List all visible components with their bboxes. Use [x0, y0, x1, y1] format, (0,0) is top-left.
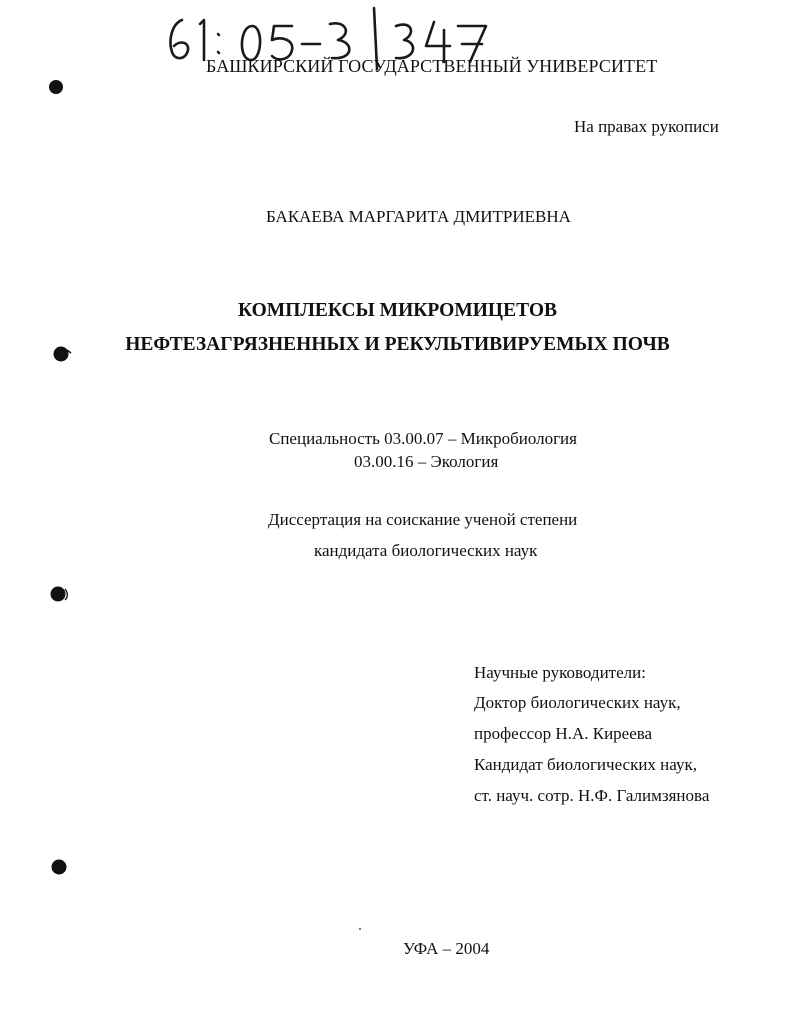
author-name: БАКАЕВА МАРГАРИТА ДМИТРИЕВНА [266, 207, 571, 226]
city-year: УФА – 2004 [403, 939, 490, 958]
punch-hole-mark [49, 584, 69, 604]
supervisors-heading: Научные руководители: [474, 663, 646, 682]
degree-line-1: Диссертация на соискание ученой степени [268, 510, 578, 529]
supervisor-1-degree: Доктор биологических наук, [474, 693, 681, 712]
specialty-line-2: 03.00.16 – Экология [354, 452, 499, 471]
supervisor-2-name: ст. науч. сотр. Н.Ф. Галимзянова [474, 786, 710, 805]
thesis-title-line-1: КОМПЛЕКСЫ МИКРОМИЦЕТОВ [237, 300, 558, 321]
punch-hole-mark [50, 858, 68, 876]
paper-speck [359, 928, 361, 930]
supervisor-1-name: профессор Н.А. Киреева [474, 724, 653, 743]
supervisor-2-degree: Кандидат биологических наук, [474, 755, 697, 774]
punch-hole-mark [52, 345, 72, 363]
punch-hole-mark [48, 79, 64, 95]
thesis-title-line-2: НЕФТЕЗАГРЯЗНЕННЫХ И РЕКУЛЬТИВИРУЕМЫХ ПОЧВ [125, 334, 670, 355]
specialty-line-1: Специальность 03.00.07 – Микробиология [269, 429, 577, 448]
university-name: БАШКИРСКИЙ ГОСУДАРСТВЕННЫЙ УНИВЕРСИТЕТ [206, 56, 658, 76]
manuscript-rights-note: На правах рукописи [574, 117, 719, 136]
degree-line-2: кандидата биологических наук [314, 541, 538, 560]
